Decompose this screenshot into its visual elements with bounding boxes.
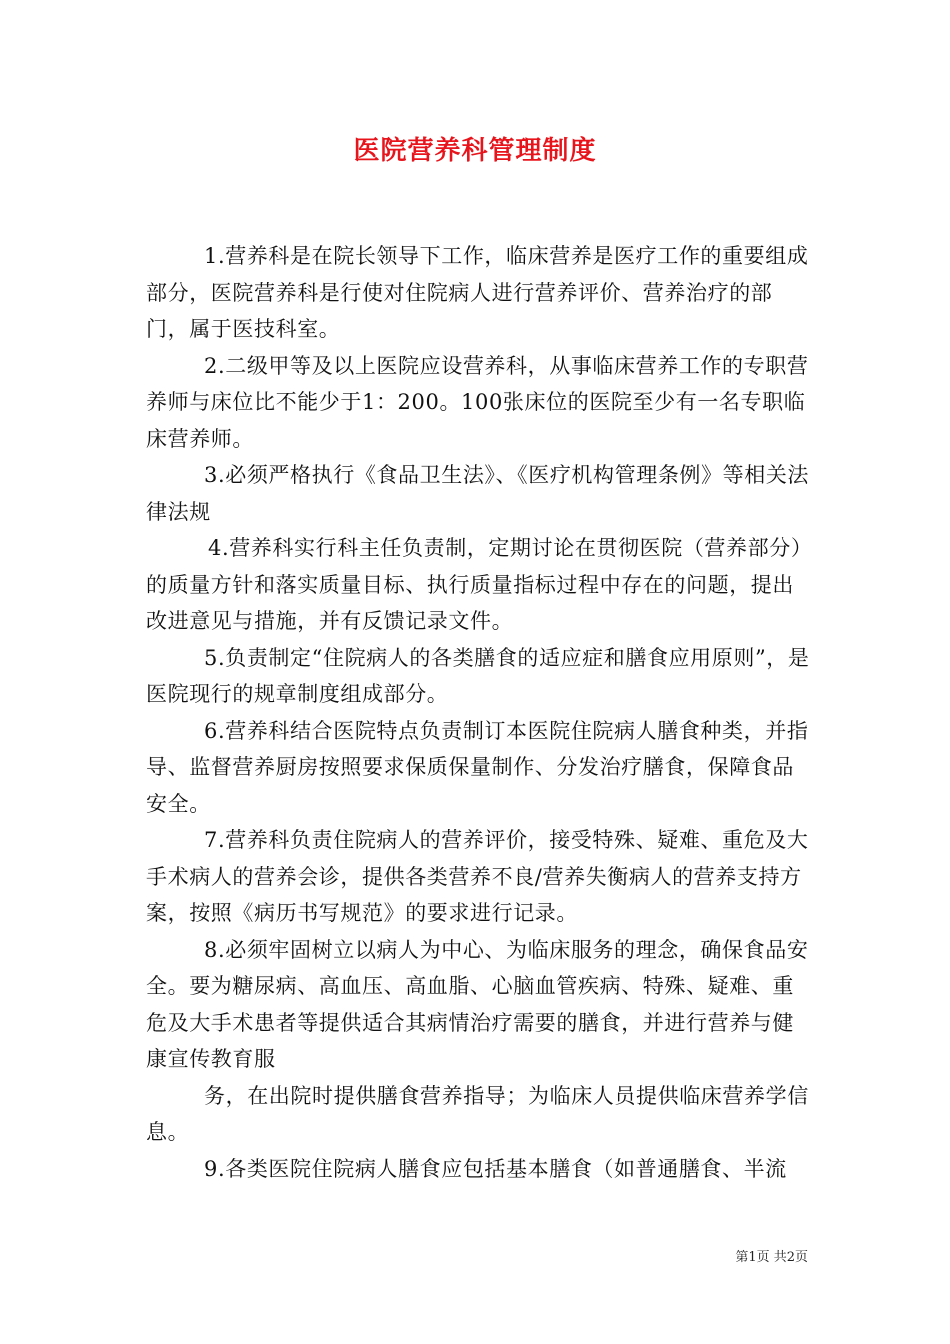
document-title: 医院营养科管理制度 [353,136,597,166]
paragraph-8-continued: 务，在出院时提供膳食营养指导；为临床人员提供临床营养学信息。 [146,1083,809,1144]
paragraph-9: 9.各类医院住院病人膳食应包括基本膳食（如普通膳食、半流 [204,1156,787,1181]
paragraph-3: 3.必须严格执行《食品卫生法》、《医疗机构管理条例》等相关法律法规 [146,463,810,524]
paragraph-1: 1.营养科是在院长领导下工作，临床营养是医疗工作的重要组成部分，医院营养科是行使对住院病人进行营养评价、营养治疗的部门，属于医技科室。 [146,244,809,341]
paragraph-2: 2.二级甲等及以上医院应设营养科，从事临床营养工作的专职营养师与床位比不能少于1：200。100张床位的医院至少有一名专职临床营养师。 [146,353,809,451]
document-body [146,238,810,1187]
paragraph-7: 7.营养科负责住院病人的营养评价，接受特殊、疑难、重危及大手术病人的营养会诊，提供各类营养不良/营养失衡病人的营养支持方案，按照《病历书写规范》的要求进行记录。 [146,828,809,925]
paragraph-4: 4.营养科实行科主任负责制，定期讨论在贯彻医院（营养部分）的质量方针和落实质量目标、执行质量指标过程中存在的问题，提出改进意见与措施，并有反馈记录文件。 [146,536,802,633]
page-indicator: 第1页 共2页 [735,1250,808,1265]
paragraph-5: 5.负责制定“住院病人的各类膳食的适应症和膳食应用原则”，是医院现行的规章制度组成部分。 [146,645,810,706]
paragraph-8: 8.必须牢固树立以病人为中心、为临床服务的理念，确保食品安全。要为糖尿病、高血压、高血脂、心脑血管疾病、特殊、疑难、重危及大手术患者等提供适合其病情治疗需要的膳食，并进行营养与健康宣传教育服 [146,937,809,1071]
paragraph-6: 6.营养科结合医院特点负责制订本医院住院病人膳食种类，并指导、监督营养厨房按照要求保质保量制作、分发治疗膳食，保障食品安全。 [146,718,809,816]
